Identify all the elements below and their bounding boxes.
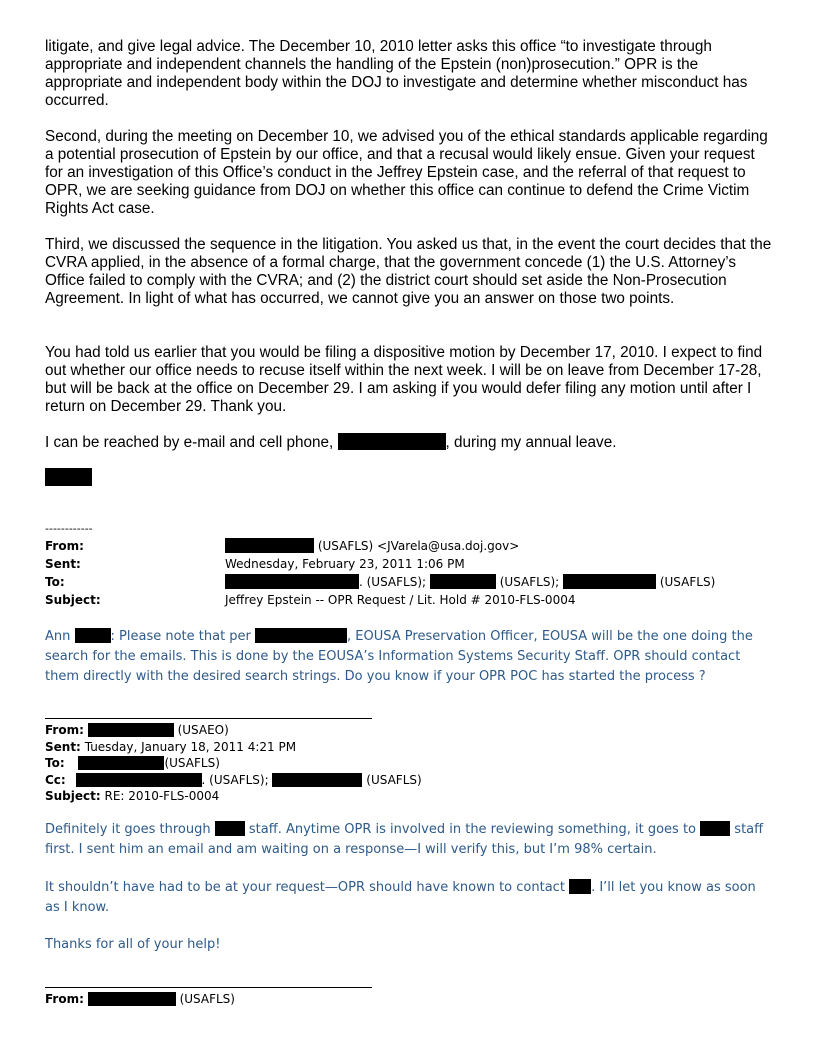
redaction-block (430, 574, 496, 589)
redaction-block (88, 723, 174, 737)
to-recipient-2: (USAFLS); (499, 575, 560, 589)
cc-recipient-2: (USAFLS) (366, 772, 422, 787)
to-value (225, 573, 715, 591)
body-text: . I’ll let you know as soon as I know. (45, 880, 756, 915)
subject-label: Subject: (45, 789, 101, 803)
sent-label: Sent: (45, 557, 81, 571)
email2-subject-row (45, 788, 422, 805)
redaction-block (569, 879, 591, 894)
from-address: (USAFLS) <JVarela@usa.doj.gov> (317, 539, 520, 553)
email1-sent-row (45, 555, 745, 573)
email1-to-row (45, 573, 745, 591)
email-separator: ------------ (45, 522, 93, 535)
email3-header (45, 991, 235, 1008)
email-divider-rule (45, 718, 372, 719)
from-value: (USAEO) (177, 723, 229, 737)
sent-label: Sent: (45, 739, 81, 754)
body-text: Ann (45, 629, 71, 644)
letter-paragraph-4: You had told us earlier that you would be filing a dispositive motion by December 17, 2010. I expect to find out whether our office needs to recuse itself within the next week. I will be on leave from December 17-28, but will be back at the office on December 29. I am asking if you would defer filing any motion until after I return on December 29. Thank you. (45, 344, 763, 415)
to-label: To: (45, 575, 65, 589)
to-recipient-1: . (USAFLS); (359, 575, 427, 589)
subject-label: Subject: (45, 593, 101, 607)
to-label: To: (45, 756, 65, 770)
from-label: From: (45, 992, 84, 1006)
from-value: (USAFLS) (179, 992, 235, 1006)
email2-body-paragraph-3: Thanks for all of your help! (45, 937, 221, 952)
from-label: From: (45, 723, 84, 737)
redaction-block (255, 628, 347, 643)
redaction-block (563, 574, 656, 589)
from-value (225, 537, 519, 555)
to-recipient-3: (USAFLS) (659, 575, 716, 589)
redaction-block (75, 628, 111, 643)
redaction-block (225, 574, 359, 589)
redaction-block (88, 992, 176, 1006)
email2-to-row (45, 755, 422, 772)
email2-body-paragraph-2 (45, 878, 773, 918)
email3-from-row (45, 991, 235, 1008)
email1-from-row (45, 537, 745, 555)
body-text: staff. Anytime OPR is involved in the reviewing something, it goes to (248, 822, 697, 837)
subject-value: Jeffrey Epstein -- OPR Request / Lit. Hold # 2010-FLS-0004 (225, 593, 576, 607)
email2-sent-row (45, 739, 422, 756)
email1-subject-row (45, 591, 745, 609)
body-text: : Please note that per (110, 629, 251, 644)
from-label: From: (45, 539, 84, 553)
email2-body-paragraph-1 (45, 820, 773, 860)
to-value: (USAFLS) (164, 756, 220, 770)
sent-value: Tuesday, January 18, 2011 4:21 PM (84, 739, 297, 754)
subject-value: RE: 2010-FLS-0004 (104, 789, 220, 803)
letter-paragraph-1: litigate, and give legal advice. The December 10, 2010 letter asks this office “to investigate through appropriate and independent channels the handling of the Epstein (non)prosecution.” OPR is the appropriate and independent body within the DOJ to investigate and determine whether misconduct has occurred. (45, 38, 748, 109)
redaction-block (215, 821, 245, 836)
sent-value: Wednesday, February 23, 2011 1:06 PM (225, 557, 465, 571)
redaction-block (76, 773, 202, 787)
body-text: , EOUSA Preservation Officer, EOUSA will be the one doing the search for the emails. This is done by the EOUSA’s Information Systems Security Staff. OPR should contact them directly with the desired search strings. Do you know if your OPR POC has started the process ? (45, 629, 753, 684)
cc-recipient-1: . (USAFLS); (201, 772, 269, 787)
redaction-block (225, 538, 314, 553)
body-text: Definitely it goes through (45, 822, 211, 837)
email-divider-rule (45, 987, 372, 988)
cc-label: Cc: (45, 772, 66, 787)
redaction-block (700, 821, 730, 836)
body-text: It shouldn’t have had to be at your request—OPR should have known to contact (45, 880, 565, 895)
email2-header (45, 722, 422, 805)
letter-paragraph-3: Third, we discussed the sequence in the litigation. You asked us that, in the event the court decides that the CVRA applied, in the absence of a formal charge, that the government concede (1) the U.S. Attorney’s Office failed to comply with the CVRA; and (2) the district court should set aside the Non-Prosecution Agreement. In light of what has occurred, we cannot give you an answer on those two points. (45, 236, 772, 307)
email2-cc-row (45, 772, 422, 789)
redaction-block (338, 433, 446, 450)
contact-text-after: , during my annual leave. (445, 434, 617, 451)
email1-body (45, 627, 773, 687)
contact-text-before: I can be reached by e-mail and cell phone, (45, 434, 338, 451)
email2-from-row (45, 722, 422, 739)
signature-redaction (45, 468, 92, 486)
redaction-block (78, 756, 164, 770)
letter-paragraph-2: Second, during the meeting on December 10, we advised you of the ethical standards applicable regarding a potential prosecution of Epstein by our office, and that a recusal would likely ensue. Given your request for an investigation of this Office’s conduct in the Jeffrey Epstein case, and the referral of that request to OPR, we are seeking guidance from DOJ on whether this office can continue to defend the Crime Victim Rights Act case. (45, 128, 768, 217)
body-text: staff first. I sent him an email and am waiting on a response—I will verify this, but I’m 98% certain. (45, 822, 764, 857)
letter-paragraph-5 (45, 433, 773, 452)
redaction-block (272, 773, 362, 787)
